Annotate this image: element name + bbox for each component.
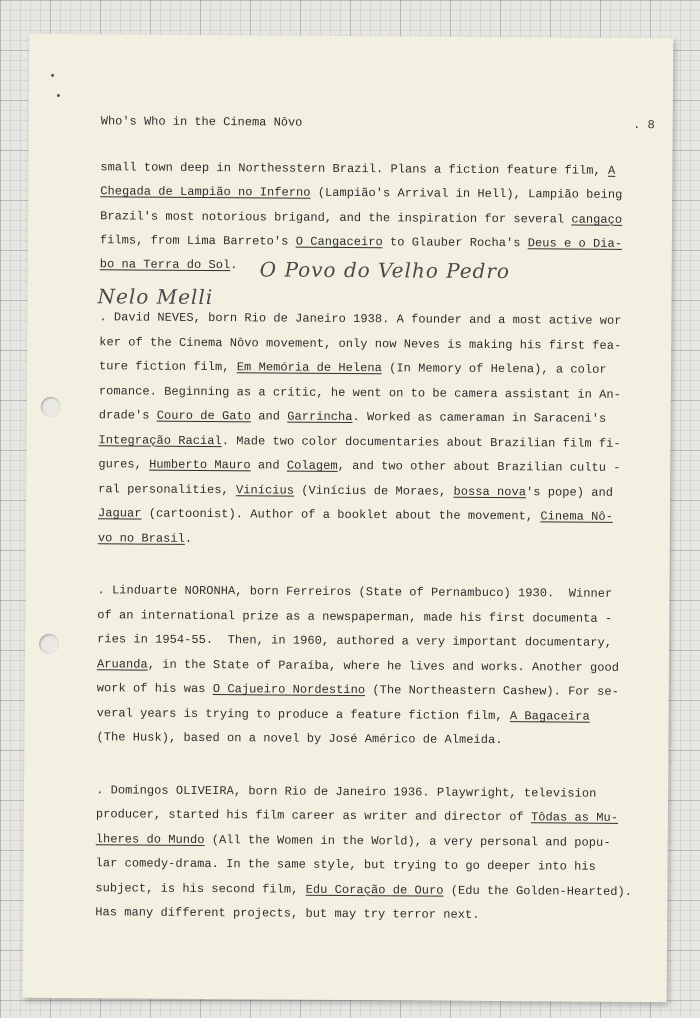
text-span: (Edu the Golden-Hearted). [443,883,633,899]
text-line [98,506,613,524]
text-span: , and two other about Brazilian cultu - [337,458,621,475]
text-line [100,233,622,251]
punch-hole [39,634,59,654]
punch-hole [41,397,61,417]
text-span: and [250,458,287,473]
underlined-title: vo no Brasil [97,531,185,546]
text-line [95,881,632,899]
text-line [100,160,615,178]
underlined-title: Vinícius [235,483,295,498]
text-line [97,608,612,626]
text-span: ker of the Cinema Nôvo movement, only now Neves is making his first fea- [99,335,622,353]
text-span: (The Northeastern Cashew). For se- [365,683,619,699]
underlined-title: cangaço [571,212,623,227]
text-span: to Glauber Rocha's [382,235,528,251]
page-number: . 8 [633,117,655,133]
page-header-title: Who's Who in the Cinema Nôvo [100,114,303,130]
underlined-title: A Bagaceira [509,709,590,724]
underlined-title: Chegada de Lampião no Inferno [100,184,311,200]
text-span: work of his was [96,681,213,697]
text-line [99,335,621,353]
text-span: . Linduarte NORONHA, born Ferreiros (State of Pernambuco) 1930. Winner [97,583,613,601]
text-span: . [184,531,193,546]
text-span: Has many different projects, but may try terror next. [95,905,480,922]
text-span: (cartoonist). Author of a booklet about the movement, [141,506,541,524]
underlined-title: Cinema Nô- [540,509,613,524]
text-span: veral years is trying to produce a feature fiction film, [96,706,510,724]
text-line [96,807,618,825]
text-line [97,681,619,699]
text-span: . Domingos OLIVEIRA, born Rio de Janeiro 1936. Playwright, television [96,783,597,801]
underlined-title: Em Memória de Helena [236,360,382,376]
text-span: and [250,409,288,424]
text-span: (All the Women in the World), a very personal and popu- [204,833,611,850]
text-span: subject, is his second film, [95,881,306,897]
text-span: lar comedy-drama. In the same style, but trying to go deeper into his [95,856,596,874]
underlined-title: Aruanda [96,657,148,672]
text-span: (Lampião's Arrival in Hell), Lampião being [310,185,623,202]
text-span: . Made two color documentaries about Brazilian film fi- [221,434,621,451]
text-span: drade's [98,408,157,423]
underlined-title: Humberto Mauro [149,457,251,473]
text-line [97,657,619,675]
text-line [100,257,238,272]
underlined-title: Jaguar [97,506,142,521]
text-span: films, from Lima Barreto's [99,233,296,249]
text-line [97,706,590,723]
text-span: gures, [98,457,150,472]
underlined-title: Tôdas as Mu- [530,810,619,825]
text-line [98,531,192,546]
text-line [96,730,502,747]
handwritten-note-title: O Povo do Velho Pedro [259,257,511,284]
handwritten-note-name: Nelo Melli [97,284,214,310]
underlined-title: A [607,163,616,178]
text-span: of an international prize as a newspaperman, made his first documenta - [97,608,613,626]
underlined-title: bo na Terra do Sol [99,257,231,273]
underlined-title: Garrincha [287,409,353,425]
text-line [97,632,612,650]
typed-page [23,34,674,1002]
text-line [96,783,596,800]
text-span: (Vinícius de Moraes, [293,483,454,499]
text-line [99,384,621,402]
text-line [95,905,479,922]
text-span: ture fiction film, [99,359,237,375]
text-line [100,184,622,202]
text-line [96,856,596,873]
text-span: romance. Beginning as a critic, he went on to be camera assistant in An- [98,384,622,402]
text-span: Brazil's most notorious brigand, and the inspiration for several [100,209,572,227]
text-span: , in the State of Paraíba, where he lives and works. Another good [147,657,620,675]
paper-mark [57,94,60,97]
text-line [97,583,612,601]
text-span: producer, started his film career as writer and director of [95,807,532,825]
underlined-title: lheres do Mundo [95,832,205,848]
text-line [99,408,607,426]
paper-mark [51,74,54,77]
text-span: ral personalities, [98,482,237,498]
text-line [100,209,622,227]
underlined-title: Couro de Gato [156,408,252,424]
text-line [98,457,620,475]
text-line [99,359,607,377]
text-span: (The Husk), based on a novel by José Américo de Almeida. [96,730,503,748]
text-span: small town deep in Northesstern Brazil. Plans a fiction feature film, [100,160,609,178]
text-span: (In Memory of Helena), a color [381,361,607,377]
text-span: . Worked as cameraman in Saraceni's [352,410,607,426]
text-line [99,310,621,328]
text-span: 's pope) and [525,485,614,500]
underlined-title: O Cangaceiro [295,234,383,250]
text-span: ries in 1954-55. Then, in 1960, authored a very important documentary, [97,632,613,650]
text-line [98,433,620,451]
underlined-title: Deus e o Dia- [527,236,623,251]
underlined-title: O Cajueiro Nordestino [212,682,366,698]
underlined-title: Colagem [286,458,338,473]
underlined-title: Integração Racial [98,433,222,449]
text-span: . [230,258,238,273]
text-span: . David NEVES, born Rio de Janeiro 1938. A founder and a most active wor [99,310,622,328]
underlined-title: Edu Coração de Ouro [305,882,444,898]
underlined-title: bossa nova [453,484,527,500]
text-line [96,832,611,850]
text-line [98,482,613,500]
